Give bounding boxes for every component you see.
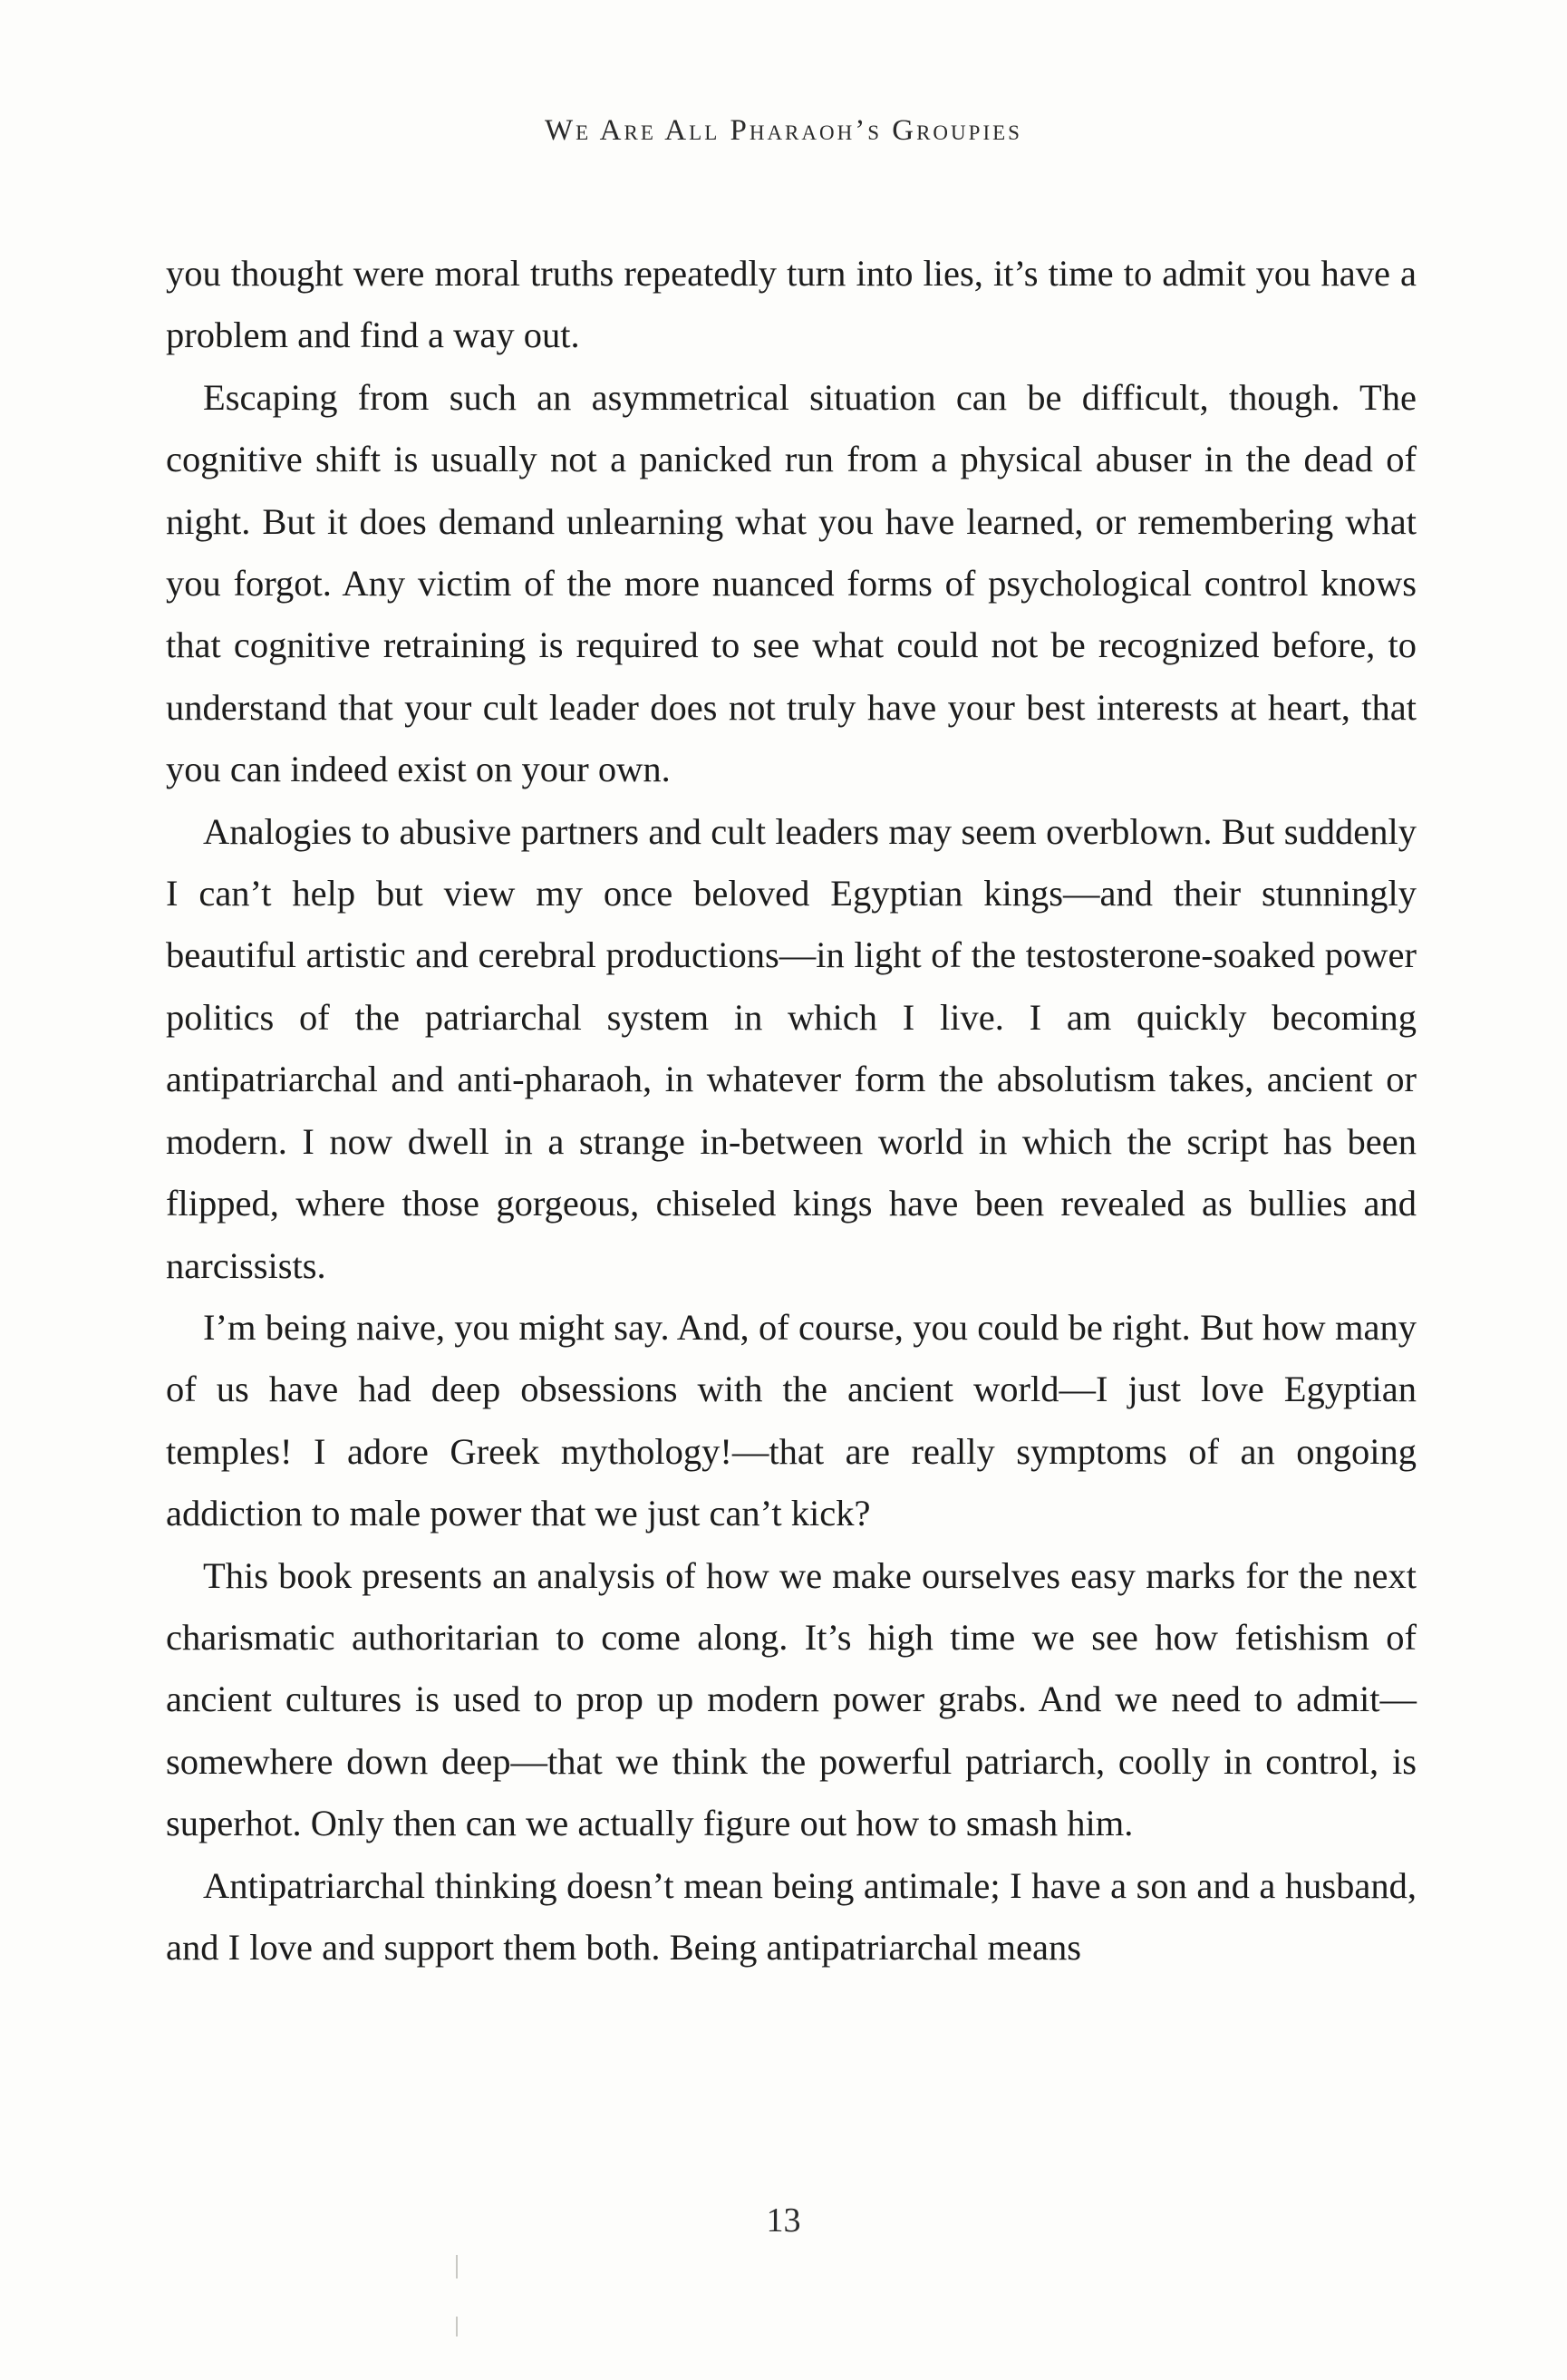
paragraph-continued: you thought were moral truths repeatedly turn into lies, it’s time to admit you have a problem and find a way out. <box>166 253 1417 356</box>
paragraph: Antipatriarchal thinking doesn’t mean being antimale; I have a son and a husband, and I love and support them both. Being antipatriarchal means <box>166 1864 1417 1968</box>
body-text <box>166 243 1417 1978</box>
paragraph: Analogies to abusive partners and cult leaders may seem overblown. But suddenly I can’t help but view my once beloved Egyptian kings—and their stunningly beautiful artistic and cerebral productions—in light of the testosterone-soaked power politics of the patriarchal system in which I live. I am quickly becoming antipatriarchal and anti-pharaoh, in whatever form the absolutism takes, ancient or modern. I now dwell in a strange in-between world in which the script has been flipped, where those gorgeous, chiseled kings have been revealed as bullies and narcissists. <box>166 810 1417 1286</box>
paragraph: I’m being naive, you might say. And, of course, you could be right. But how many of us have had deep obsessions with the ancient world—I just love Egyptian temples! I adore Greek mythology!—that are really symptoms of an ongoing addiction to male power that we just can’t kick? <box>166 1306 1417 1534</box>
scan-mark <box>456 2317 458 2336</box>
page-number: 13 <box>766 2201 801 2240</box>
running-head: We Are All Pharaoh’s Groupies <box>545 114 1022 147</box>
paragraph: Escaping from such an asymmetrical situation can be difficult, though. The cognitive shift is usually not a panicked run from a physical abuser in the dead of night. But it does demand unlearning what you have learned, or remembering what you forgot. Any victim of the more nuanced forms of psychological control knows that cognitive retraining is required to see what could not be recognized before, to understand that your cult leader does not truly have your best interests at heart, that you can indeed exist on your own. <box>166 376 1417 790</box>
scan-mark <box>456 2255 458 2278</box>
paragraph: This book presents an analysis of how we make ourselves easy marks for the next charismatic authoritarian to come along. It’s high time we see how fetishism of ancient cultures is used to prop up modern power grabs. And we need to admit—somewhere down deep—that we think the powerful patriarch, coolly in control, is superhot. Only then can we actually figure out how to smash him. <box>166 1554 1417 1844</box>
